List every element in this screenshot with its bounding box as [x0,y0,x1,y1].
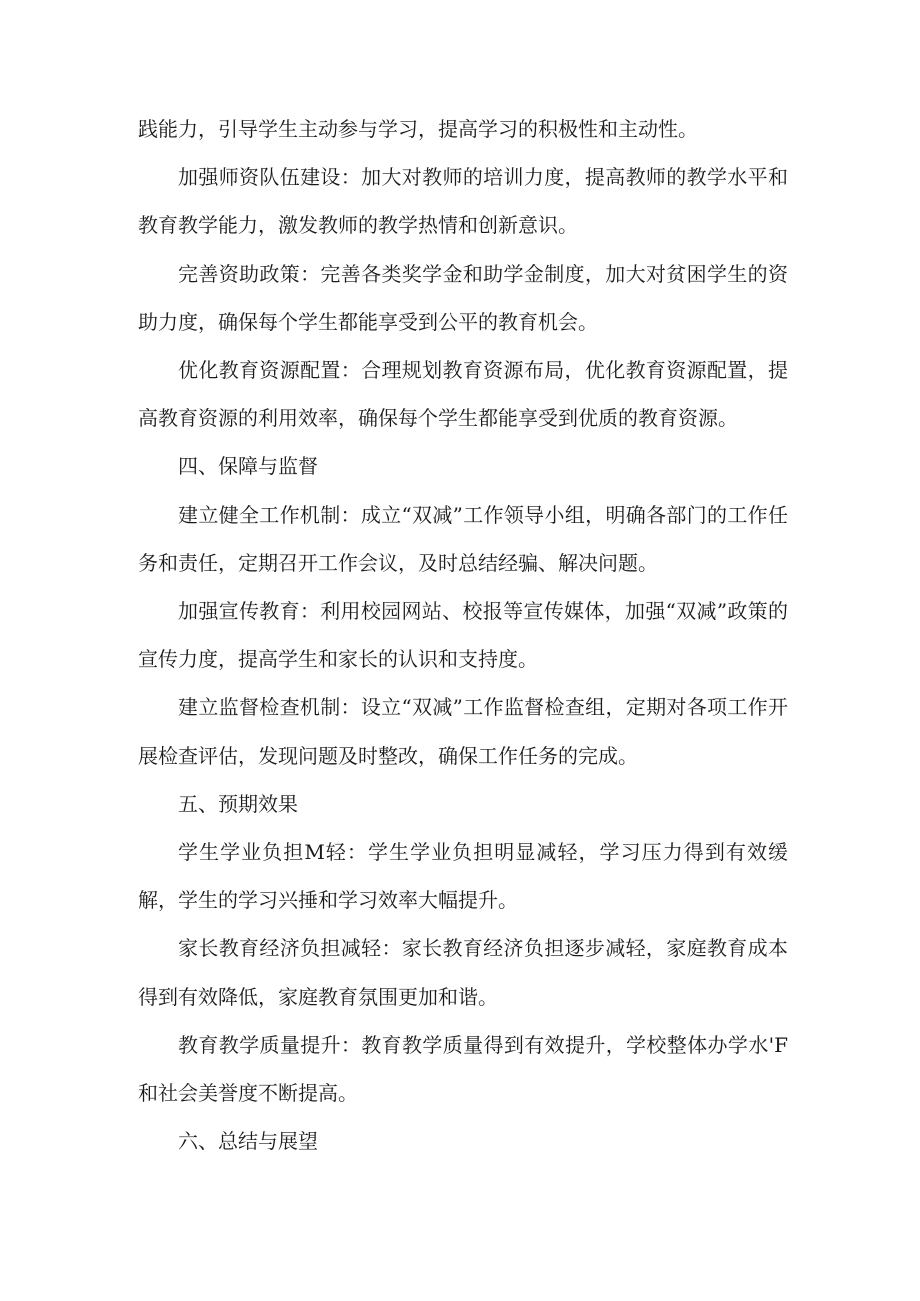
paragraph-student-burden: 学生学业负担M轻：学生学业负担明显减轻，学习压力得到有效缓解，学生的学习兴捶和学习效率大幅提升。 [138,840,788,913]
paragraph-resource-allocation: 优化教育资源配置：合理规划教育资源布局，优化教育资源配置，提高教育资源的利用效率，确保每个学生都能享受到优质的教育资源。 [138,358,788,431]
paragraph-parent-burden: 家长教育经济负担减轻：家长教育经济负担逐步减轻，家庭教育成本得到有效降低，家庭教育氛围更加和谐。 [138,936,788,1009]
section-heading-safeguards: 四、保障与监督 [178,454,318,479]
paragraph-quality-improvement: 教育教学质量提升：教育教学质量得到有效提升，学校整体办学水'F和社会美誉度不断提高。 [138,1032,788,1106]
paragraph-supervision: 建立监督检查机制：设立“双减”工作监督检查组，定期对各项工作开展检查评估，发现问题及时整改，确保工作任务的完成。 [138,695,788,768]
paragraph-continuation: 践能力，引导学生主动参与学习，提高学习的积极性和主动性。 [138,117,698,141]
paragraph-teacher-training: 加强师资队伍建设：加大对教师的培训力度，提高教师的教学水平和教育教学能力，激发教师的教学热情和创新意识。 [138,165,788,238]
document-body [138,105,788,1165]
section-heading-summary: 六、总结与展望 [178,1129,318,1154]
paragraph-work-mechanism: 建立健全工作机制：成立“双减”工作领导小组，明确各部门的工作任务和责任，定期召开工作会议，及时总结经骗、解决问题。 [138,502,788,575]
paragraph-financial-aid: 完善资助政策：完善各类奖学金和助学金制度，加大对贫困学生的资助力度，确保每个学生都能享受到公平的教育机会。 [138,261,788,334]
paragraph-publicity: 加强宣传教育：利用校园网站、校报等宣传媒体，加强“双减”政策的宣传力度，提高学生和家长的认识和支持度。 [138,599,788,672]
section-heading-expected-results: 五、预期效果 [178,791,298,816]
